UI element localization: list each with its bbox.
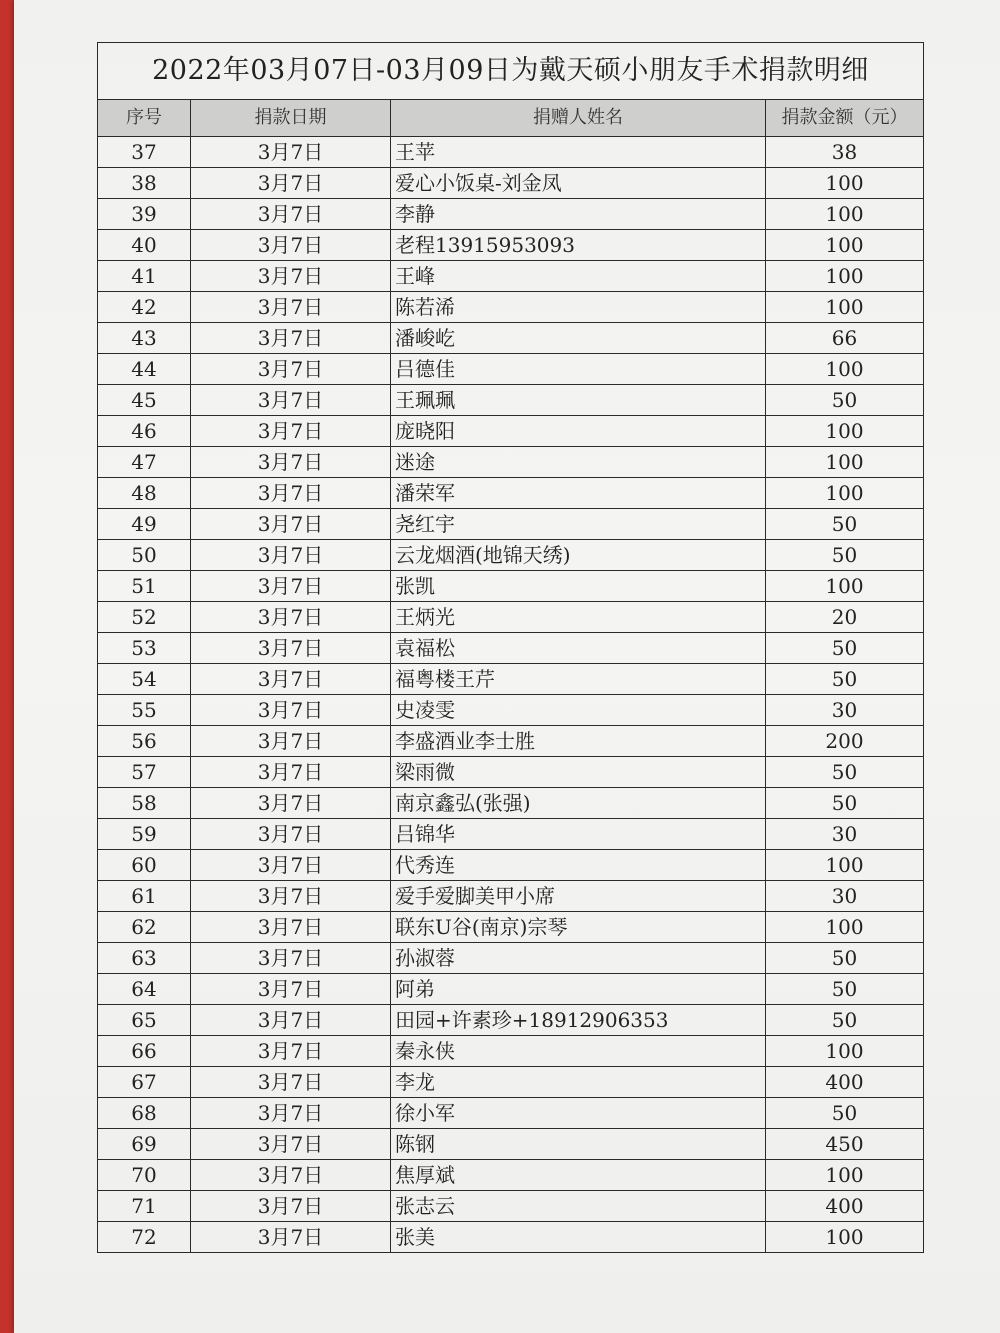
cell-serial-number: 47	[98, 447, 191, 478]
cell-donation-amount: 400	[766, 1067, 924, 1098]
cell-donor-name: 梁雨微	[391, 757, 766, 788]
table-row	[98, 447, 924, 478]
table-row	[98, 757, 924, 788]
cell-donor-name: 陈钢	[391, 1129, 766, 1160]
cell-donation-amount: 100	[766, 416, 924, 447]
cell-donor-name: 庞晓阳	[391, 416, 766, 447]
table-row	[98, 1036, 924, 1067]
cell-serial-number: 51	[98, 571, 191, 602]
cell-donor-name: 潘峻屹	[391, 323, 766, 354]
cell-donation-date: 3月7日	[191, 974, 391, 1005]
cell-serial-number: 38	[98, 168, 191, 199]
cell-donor-name: 老程13915953093	[391, 230, 766, 261]
cell-donation-date: 3月7日	[191, 199, 391, 230]
cell-donation-amount: 50	[766, 540, 924, 571]
cell-donation-date: 3月7日	[191, 385, 391, 416]
cell-serial-number: 45	[98, 385, 191, 416]
cell-donation-amount: 50	[766, 1005, 924, 1036]
cell-serial-number: 57	[98, 757, 191, 788]
cell-donation-date: 3月7日	[191, 819, 391, 850]
cell-donor-name: 张凯	[391, 571, 766, 602]
cell-donor-name: 王珮珮	[391, 385, 766, 416]
paper-sheet	[14, 0, 1000, 1333]
cell-serial-number: 55	[98, 695, 191, 726]
cell-donor-name: 孙淑蓉	[391, 943, 766, 974]
cell-serial-number: 58	[98, 788, 191, 819]
cell-donation-amount: 30	[766, 819, 924, 850]
cell-donation-amount: 38	[766, 137, 924, 168]
cell-donation-amount: 50	[766, 757, 924, 788]
cell-donation-amount: 100	[766, 230, 924, 261]
cell-donation-amount: 20	[766, 602, 924, 633]
table-row	[98, 323, 924, 354]
cell-donation-date: 3月7日	[191, 1160, 391, 1191]
table-row	[98, 1098, 924, 1129]
cell-serial-number: 50	[98, 540, 191, 571]
cell-serial-number: 72	[98, 1222, 191, 1253]
cell-donor-name: 秦永侠	[391, 1036, 766, 1067]
cell-donor-name: 史凌雯	[391, 695, 766, 726]
table-row	[98, 695, 924, 726]
cell-serial-number: 62	[98, 912, 191, 943]
donation-table	[97, 42, 924, 1253]
cell-donor-name: 徐小军	[391, 1098, 766, 1129]
table-row	[98, 261, 924, 292]
cell-serial-number: 54	[98, 664, 191, 695]
cell-donor-name: 袁福松	[391, 633, 766, 664]
cell-donor-name: 爱心小饭桌-刘金凤	[391, 168, 766, 199]
cell-donor-name: 吕德佳	[391, 354, 766, 385]
cell-donor-name: 陈若浠	[391, 292, 766, 323]
cell-donation-date: 3月7日	[191, 726, 391, 757]
cell-donation-date: 3月7日	[191, 540, 391, 571]
table-row	[98, 912, 924, 943]
cell-serial-number: 64	[98, 974, 191, 1005]
table-row	[98, 1222, 924, 1253]
cell-donation-amount: 30	[766, 695, 924, 726]
table-row	[98, 354, 924, 385]
cell-serial-number: 71	[98, 1191, 191, 1222]
cell-donor-name: 尧红宇	[391, 509, 766, 540]
table-row	[98, 850, 924, 881]
table-row	[98, 881, 924, 912]
table-row	[98, 416, 924, 447]
table-row	[98, 509, 924, 540]
cell-donation-date: 3月7日	[191, 881, 391, 912]
cell-donation-amount: 100	[766, 168, 924, 199]
table-row	[98, 1005, 924, 1036]
cell-donor-name: 田园+许素珍+18912906353	[391, 1005, 766, 1036]
cell-donation-amount: 100	[766, 912, 924, 943]
cell-donor-name: 南京鑫弘(张强)	[391, 788, 766, 819]
cell-donor-name: 迷途	[391, 447, 766, 478]
page-title: 2022年03月07日-03月09日为戴天硕小朋友手术捐款明细	[98, 43, 924, 100]
cell-serial-number: 70	[98, 1160, 191, 1191]
table-row	[98, 1191, 924, 1222]
table-row	[98, 943, 924, 974]
cell-serial-number: 56	[98, 726, 191, 757]
header-row	[98, 100, 924, 137]
cell-donor-name: 李龙	[391, 1067, 766, 1098]
cell-serial-number: 49	[98, 509, 191, 540]
cell-donation-date: 3月7日	[191, 1191, 391, 1222]
table-row	[98, 1129, 924, 1160]
table-row	[98, 602, 924, 633]
cell-donation-date: 3月7日	[191, 323, 391, 354]
cell-donor-name: 李静	[391, 199, 766, 230]
table-row	[98, 1160, 924, 1191]
cell-donation-amount: 50	[766, 385, 924, 416]
cell-donor-name: 吕锦华	[391, 819, 766, 850]
cell-serial-number: 43	[98, 323, 191, 354]
cell-donation-date: 3月7日	[191, 571, 391, 602]
cell-serial-number: 69	[98, 1129, 191, 1160]
cell-serial-number: 41	[98, 261, 191, 292]
cell-donation-date: 3月7日	[191, 168, 391, 199]
table-row	[98, 664, 924, 695]
cell-donor-name: 王峰	[391, 261, 766, 292]
cell-donation-date: 3月7日	[191, 850, 391, 881]
table-row	[98, 540, 924, 571]
cell-serial-number: 44	[98, 354, 191, 385]
cell-donation-amount: 100	[766, 261, 924, 292]
cell-serial-number: 59	[98, 819, 191, 850]
cell-donation-amount: 30	[766, 881, 924, 912]
cell-donor-name: 爱手爱脚美甲小席	[391, 881, 766, 912]
table-row	[98, 292, 924, 323]
cell-serial-number: 61	[98, 881, 191, 912]
cell-donation-amount: 50	[766, 788, 924, 819]
cell-serial-number: 39	[98, 199, 191, 230]
cell-donation-date: 3月7日	[191, 912, 391, 943]
cell-donation-date: 3月7日	[191, 1098, 391, 1129]
cell-donation-date: 3月7日	[191, 478, 391, 509]
cell-donation-amount: 100	[766, 850, 924, 881]
cell-donation-date: 3月7日	[191, 1129, 391, 1160]
cell-serial-number: 63	[98, 943, 191, 974]
cell-donor-name: 焦厚斌	[391, 1160, 766, 1191]
cell-donation-amount: 100	[766, 1222, 924, 1253]
header-no: 序号	[98, 100, 191, 137]
cell-donation-date: 3月7日	[191, 509, 391, 540]
table-row	[98, 230, 924, 261]
cell-donation-amount: 100	[766, 447, 924, 478]
title-row	[98, 43, 924, 100]
table-row	[98, 385, 924, 416]
cell-donor-name: 阿弟	[391, 974, 766, 1005]
cell-serial-number: 60	[98, 850, 191, 881]
cell-donation-date: 3月7日	[191, 1222, 391, 1253]
table-row	[98, 819, 924, 850]
header-name: 捐赠人姓名	[391, 100, 766, 137]
cell-donation-date: 3月7日	[191, 1036, 391, 1067]
cell-donation-amount: 100	[766, 199, 924, 230]
cell-donor-name: 张志云	[391, 1191, 766, 1222]
cell-serial-number: 66	[98, 1036, 191, 1067]
cell-donation-date: 3月7日	[191, 943, 391, 974]
cell-donation-amount: 400	[766, 1191, 924, 1222]
cell-serial-number: 67	[98, 1067, 191, 1098]
header-date: 捐款日期	[191, 100, 391, 137]
cell-donation-amount: 50	[766, 943, 924, 974]
cell-donor-name: 福粤楼王芹	[391, 664, 766, 695]
cell-donation-amount: 50	[766, 1098, 924, 1129]
cell-donation-date: 3月7日	[191, 137, 391, 168]
cell-donation-date: 3月7日	[191, 757, 391, 788]
cell-donation-amount: 100	[766, 571, 924, 602]
cell-serial-number: 40	[98, 230, 191, 261]
cell-donation-amount: 100	[766, 354, 924, 385]
cell-donation-date: 3月7日	[191, 292, 391, 323]
table-row	[98, 726, 924, 757]
cell-donor-name: 云龙烟酒(地锦天绣)	[391, 540, 766, 571]
cell-donation-amount: 50	[766, 974, 924, 1005]
table-row	[98, 1067, 924, 1098]
cell-donor-name: 代秀连	[391, 850, 766, 881]
cell-donation-amount: 450	[766, 1129, 924, 1160]
cell-donation-amount: 50	[766, 664, 924, 695]
cell-donation-amount: 100	[766, 292, 924, 323]
cell-donation-date: 3月7日	[191, 1067, 391, 1098]
table-row	[98, 168, 924, 199]
cell-donation-date: 3月7日	[191, 354, 391, 385]
cell-donation-amount: 100	[766, 1036, 924, 1067]
cell-donation-date: 3月7日	[191, 447, 391, 478]
cell-donation-amount: 50	[766, 509, 924, 540]
cell-serial-number: 48	[98, 478, 191, 509]
cell-donor-name: 王苹	[391, 137, 766, 168]
cell-donation-amount: 50	[766, 633, 924, 664]
table-row	[98, 478, 924, 509]
table-row	[98, 788, 924, 819]
table-row	[98, 571, 924, 602]
cell-donation-date: 3月7日	[191, 664, 391, 695]
table-row	[98, 633, 924, 664]
cell-donation-date: 3月7日	[191, 230, 391, 261]
cell-donor-name: 联东U谷(南京)宗琴	[391, 912, 766, 943]
cell-serial-number: 46	[98, 416, 191, 447]
cell-donation-date: 3月7日	[191, 633, 391, 664]
cell-donation-date: 3月7日	[191, 788, 391, 819]
cell-donation-amount: 100	[766, 478, 924, 509]
header-amount: 捐款金额（元）	[766, 100, 924, 137]
cell-serial-number: 37	[98, 137, 191, 168]
cell-donor-name: 张美	[391, 1222, 766, 1253]
table-row	[98, 974, 924, 1005]
table-row	[98, 199, 924, 230]
cell-donor-name: 潘荣军	[391, 478, 766, 509]
cell-donor-name: 王炳光	[391, 602, 766, 633]
cell-donation-date: 3月7日	[191, 695, 391, 726]
cell-donation-amount: 100	[766, 1160, 924, 1191]
cell-donor-name: 李盛酒业李士胜	[391, 726, 766, 757]
cell-serial-number: 42	[98, 292, 191, 323]
cell-serial-number: 68	[98, 1098, 191, 1129]
table-row	[98, 137, 924, 168]
cell-serial-number: 65	[98, 1005, 191, 1036]
cell-serial-number: 52	[98, 602, 191, 633]
cell-serial-number: 53	[98, 633, 191, 664]
cell-donation-date: 3月7日	[191, 602, 391, 633]
cell-donation-amount: 200	[766, 726, 924, 757]
cell-donation-date: 3月7日	[191, 416, 391, 447]
cell-donation-date: 3月7日	[191, 1005, 391, 1036]
cell-donation-amount: 66	[766, 323, 924, 354]
cell-donation-date: 3月7日	[191, 261, 391, 292]
